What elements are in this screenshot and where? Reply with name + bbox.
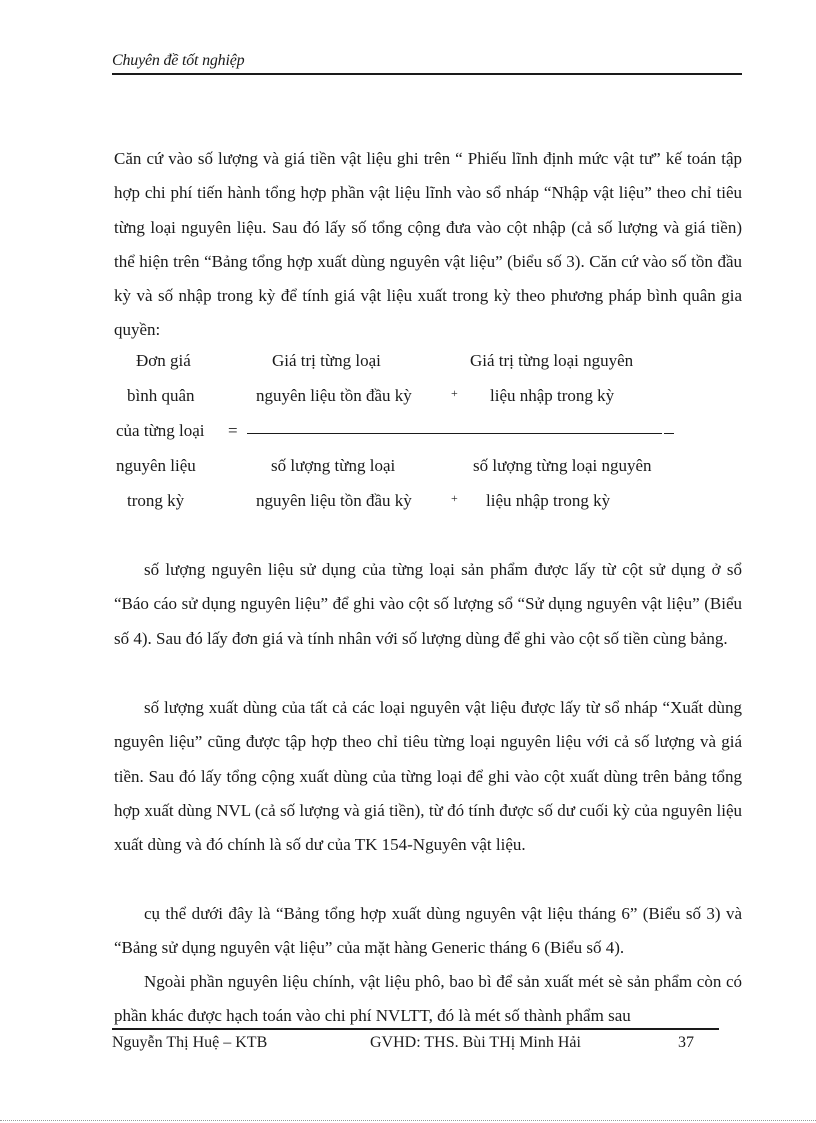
denominator-plus-sign: + — [451, 491, 458, 505]
numerator-term-b-line-2: liệu nhập trong kỳ — [490, 386, 615, 405]
header-title: Chuyên đề tốt nghiệp — [112, 52, 245, 69]
footer-advisor: GVHD: THS. Bùi THị Minh Hải — [370, 1034, 581, 1051]
numerator-term-a-line-1: Giá trị từng loại — [272, 351, 381, 370]
formula-left-line-3: của từng loại — [116, 421, 205, 440]
denominator-term-a-line-2: nguyên liệu tồn đầu kỳ — [256, 491, 412, 510]
numerator-plus-sign: + — [451, 386, 458, 400]
fraction-bar — [247, 433, 662, 434]
formula-left-line-4: nguyên liệu — [116, 456, 196, 475]
formula-equals-sign: = — [228, 421, 238, 440]
numerator-term-a-line-2: nguyên liệu tồn đầu kỳ — [256, 386, 412, 405]
formula-left-line-2: bình quân — [127, 386, 195, 405]
page-edge-divider — [0, 1120, 816, 1121]
paragraph-3: số lượng xuất dùng của tất cả các loại nguyên vật liệu được lấy từ sổ nháp “Xuất dùng nguyên liệu” cũng được tập hợp theo chỉ tiêu từng loại nguyên liệu với cả số lượng và giá tiền. Sau đó lấy tổng cộng xuất dùng của từng loại để ghi vào cột xuất dùng trên bảng tổng hợp xuất dùng NVL (cả số lượng và giá tiền), từ đó tính được số dư cuối kỳ của nguyên liệu xuất dùng và đó chính là số dư của TK 154-Nguyên vật liệu. — [114, 698, 742, 855]
denominator-term-b-line-2: liệu nhập trong kỳ — [486, 491, 611, 510]
page-number: 37 — [678, 1034, 694, 1051]
paragraph-5: Ngoài phần nguyên liệu chính, vật liệu phô, bao bì để sản xuất mét sè sản phẩm còn có phần khác được hạch toán vào chi phí NVLTT, đó là mét số thành phẩm sau — [114, 972, 742, 1026]
paragraph-1: Căn cứ vào số lượng và giá tiền vật liệu ghi trên “ Phiếu lĩnh định mức vật tư” kế toán tập hợp chi phí tiến hành tổng hợp phần vật liệu lĩnh vào sổ nháp “Nhập vật liệu” theo chỉ tiêu từng loại nguyên liệu. Sau đó lấy số tổng cộng đưa vào cột nhập (cả số lượng và giá tiền) thể hiện trên “Bảng tổng hợp xuất dùng nguyên vật liệu” (biểu số 3). Căn cứ vào số tồn đầu kỳ và số nhập trong kỳ để tính giá vật liệu xuất trong kỳ theo phương pháp bình quân gia quyền: — [114, 149, 742, 340]
fraction-bar-tail — [664, 433, 674, 434]
denominator-term-b-line-1: số lượng từng loại nguyên — [473, 456, 652, 475]
numerator-term-b-line-1: Giá trị từng loại nguyên — [470, 351, 634, 370]
paragraph-4: cụ thể dưới đây là “Bảng tổng hợp xuất dùng nguyên vật liệu tháng 6” (Biểu số 3) và “Bảng sử dụng nguyên vật liệu” của mặt hàng Generic tháng 6 (Biểu số 4). — [114, 904, 742, 958]
formula-left-line-1: Đơn giá — [136, 351, 191, 370]
footer-author: Nguyễn Thị Huệ – KTB — [112, 1034, 268, 1051]
header-rule — [112, 73, 742, 75]
denominator-term-a-line-1: số lượng từng loại — [271, 456, 396, 475]
formula-left-line-5: trong kỳ — [127, 491, 185, 510]
paragraph-2: số lượng nguyên liệu sử dụng của từng loại sản phẩm được lấy từ cột sử dụng ở sổ “Báo cáo sử dụng nguyên liệu” để ghi vào cột số lượng sổ “Sử dụng nguyên vật liệu” (Biểu số 4). Sau đó lấy đơn giá và tính nhân với số lượng dùng để ghi vào cột số tiền cùng bảng. — [114, 560, 742, 648]
footer-rule — [112, 1028, 719, 1030]
